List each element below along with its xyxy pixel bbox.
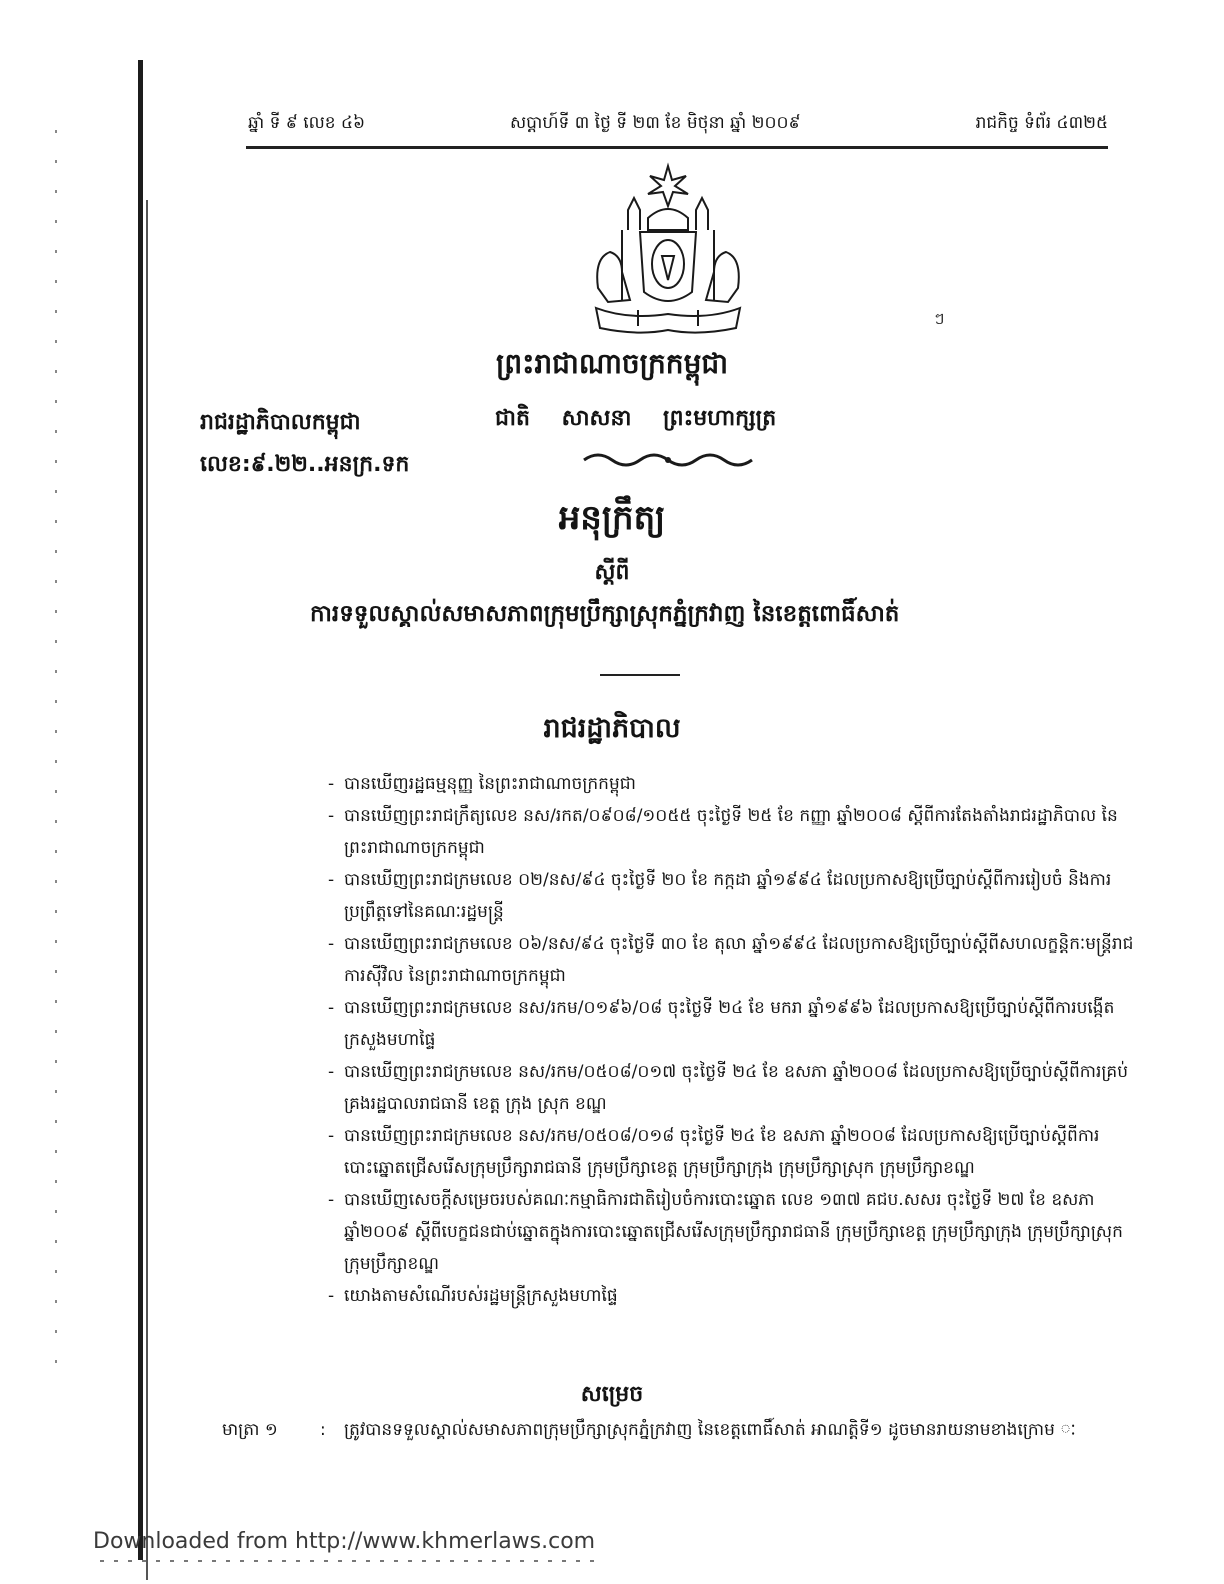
scan-hole-marks	[55, 130, 57, 1380]
article-text: ត្រូវបានទទួលស្គាល់សមាសភាពក្រុមប្រឹក្សាស្រុកភ្នំក្រវាញ នៃខេត្តពោធិ៍សាត់ អាណត្តិទី១ ដូចមានរាយនាមខាងក្រោម ៈ	[344, 1420, 1076, 1440]
recital-item: - យោងតាមសំណើរបស់រដ្ឋមន្ត្រីក្រសួងមហាផ្ទៃ	[328, 1280, 1148, 1312]
subject-divider	[600, 674, 680, 676]
recital-item: - បានឃើញព្រះរាជក្រមលេខ នស/រកម/០៥០៨/០១៨ ចុះថ្ងៃទី ២៤ ខែ ឧសភា ឆ្នាំ២០០៨ ដែលប្រកាសឱ្យប្រើច្បាប់ស្តីពីការបោះឆ្នោតជ្រើសរើសក្រុមប្រឹក្សារាជធានី ក្រុមប្រឹក្សាខេត្ត ក្រុមប្រឹក្សាក្រុង ក្រុមប្រឹក្សាស្រុក ក្រុមប្រឹក្សាខណ្ឌ	[328, 1120, 1148, 1184]
scan-binding-edge	[138, 60, 143, 1560]
article-label: មាត្រា ១	[222, 1420, 278, 1440]
document-type-title: អនុក្រឹត្យ	[558, 498, 666, 538]
gazette-header	[248, 112, 1108, 146]
gazette-issue: ឆ្នាំ ទី ៩ លេខ ៤៦	[248, 113, 366, 133]
issuer-heading: រាជរដ្ឋាភិបាល	[543, 713, 681, 744]
decorative-divider-icon	[578, 448, 758, 472]
decision-heading: សម្រេច	[580, 1382, 644, 1407]
national-motto: ជាតិ សាសនា ព្រះមហាក្សត្រ	[495, 406, 777, 431]
handwritten-margin-mark: ៗ	[934, 309, 945, 328]
recital-item: - បានឃើញសេចក្តីសម្រេចរបស់គណៈកម្មាធិការជាតិរៀបចំការបោះឆ្នោត លេខ ១៣៧ គជប.សសរ ចុះថ្ងៃទី ២៧ ខែ ឧសភា ឆ្នាំ២០០៩ ស្តីពីបេក្ខជនជាប់ឆ្នោតក្នុងការបោះឆ្នោតជ្រើសរើសក្រុមប្រឹក្សារាជធានី ក្រុមប្រឹក្សាខេត្ត ក្រុមប្រឹក្សាក្រុង ក្រុមប្រឹក្សាស្រុក ក្រុមប្រឹក្សាខណ្ឌ	[328, 1184, 1148, 1280]
recital-item: - បានឃើញព្រះរាជក្រមលេខ ០២/នស/៩៤ ចុះថ្ងៃទី ២០ ខែ កក្កដា ឆ្នាំ១៩៩៤ ដែលប្រកាសឱ្យប្រើច្បាប់ស្តីពីការរៀបចំ និងការប្រព្រឹត្តទៅនៃគណៈរដ្ឋមន្ត្រី	[328, 864, 1148, 928]
document-subject: ការទទួលស្គាល់សមាសភាពក្រុមប្រឹក្សាស្រុកភ្នំក្រវាញ នៃខេត្តពោធិ៍សាត់	[310, 601, 900, 627]
download-source-footer: Downloaded from http://www.khmerlaws.com	[93, 1529, 596, 1554]
about-label: ស្តីពី	[594, 560, 630, 585]
header-rule	[246, 146, 1108, 149]
scan-binding-shadow	[146, 200, 148, 1580]
kingdom-title: ព្រះរាជាណាចក្រកម្ពុជា	[495, 347, 728, 380]
recital-item: - បានឃើញព្រះរាជក្រមលេខ ០៦/នស/៩៤ ចុះថ្ងៃទី ៣០ ខែ តុលា ឆ្នាំ១៩៩៤ ដែលប្រកាសឱ្យប្រើច្បាប់ស្តីពីសហលក្ខន្តិកៈមន្ត្រីរាជការស៊ីវិល នៃព្រះរាជាណាចក្រកម្ពុជា	[328, 928, 1148, 992]
article-colon: :	[320, 1420, 326, 1440]
recitals-list	[328, 768, 1148, 1312]
recital-item: - បានឃើញព្រះរាជក្រមលេខ នស/រកម/០៥០៨/០១៧ ចុះថ្ងៃទី ២៤ ខែ ឧសភា ឆ្នាំ២០០៨ ដែលប្រកាសឱ្យប្រើច្បាប់ស្តីពីការគ្រប់គ្រងរដ្ឋបាលរាជធានី ខេត្ត ក្រុង ស្រុក ខណ្ឌ	[328, 1056, 1148, 1120]
recital-item: - បានឃើញព្រះរាជក្រមលេខ នស/រកម/០១៩៦/០៨ ចុះថ្ងៃទី ២៤ ខែ មករា ឆ្នាំ១៩៩៦ ដែលប្រកាសឱ្យប្រើច្បាប់ស្តីពីការបង្កើតក្រសួងមហាផ្ទៃ	[328, 992, 1148, 1056]
royal-coat-of-arms-icon	[578, 160, 758, 340]
government-label: រាជរដ្ឋាភិបាលកម្ពុជា	[200, 410, 361, 435]
gazette-page: រាជកិច្ច ទំព័រ ៤៣២៥	[975, 113, 1108, 133]
gazette-date: សប្តាហ៍ទី ៣ ថ្ងៃ ទី ២៣ ខែ មិថុនា ឆ្នាំ ២០០៩	[510, 113, 801, 133]
reference-number: លេខ:៩.២២..អនក្រ.ទក	[200, 452, 410, 477]
scan-bottom-marks	[100, 1560, 600, 1562]
recital-item: - បានឃើញរដ្ឋធម្មនុញ្ញ នៃព្រះរាជាណាចក្រកម្ពុជា	[328, 768, 1148, 800]
recital-item: - បានឃើញព្រះរាជក្រឹត្យលេខ នស/រកត/០៩០៨/១០៥៥ ចុះថ្ងៃទី ២៥ ខែ កញ្ញា ឆ្នាំ២០០៨ ស្តីពីការតែងតាំងរាជរដ្ឋាភិបាល នៃព្រះរាជាណាចក្រកម្ពុជា	[328, 800, 1148, 864]
